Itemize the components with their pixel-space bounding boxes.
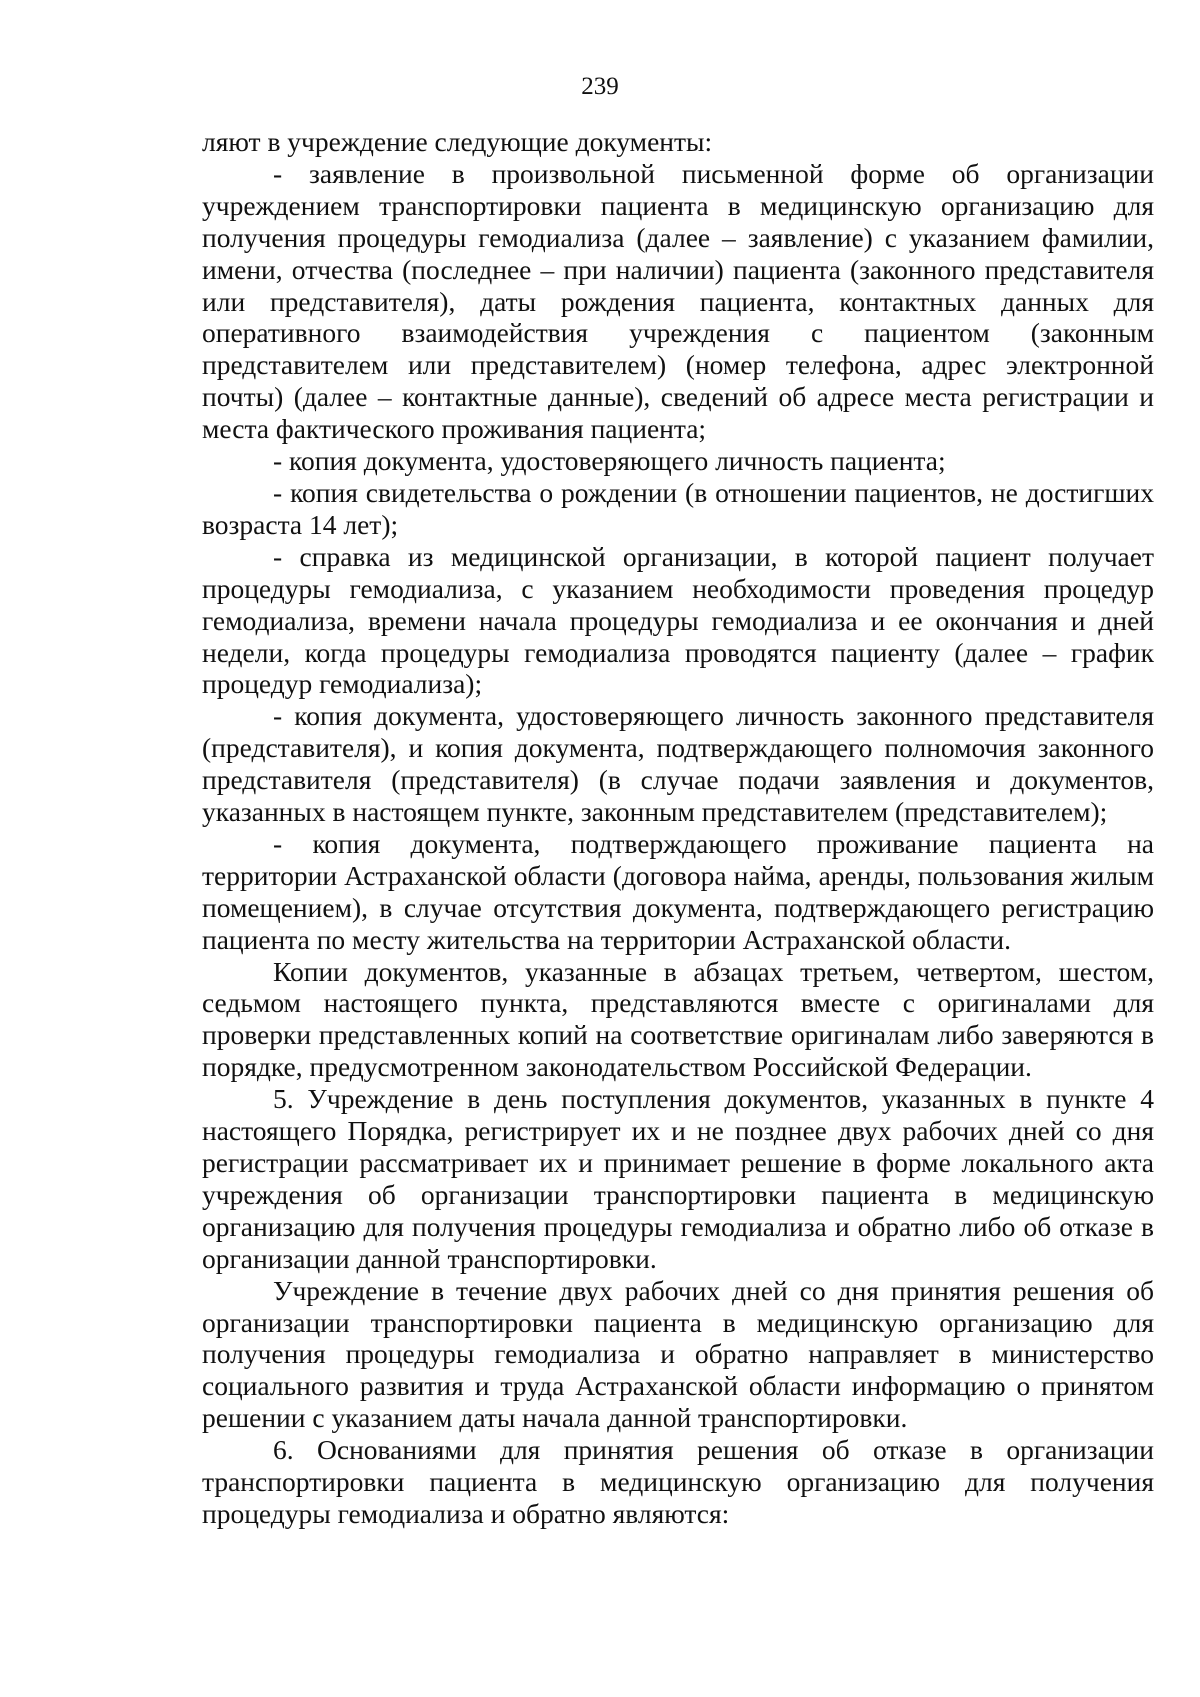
paragraph-continuation: ляют в учреждение следующие документы:: [202, 126, 713, 157]
paragraph-ministry-notification: Учреждение в течение двух рабочих дней со дня принятия решения об организации транспортировки пациента в медицинскую организацию для получения процедуры гемодиализа и обратно направляет в министерство социального развития и труда Астраханской области информацию о принятом решении с указанием даты начала данной транспортировки.: [202, 1274, 1154, 1434]
list-item-patient-id-copy: - копия документа, удостоверяющего личность пациента;: [273, 445, 946, 477]
list-item-residence-document: - копия документа, подтверждающего проживание пациента на территории Астраханской области (договора найма, аренды, пользования жилым помещением), в случае отсутствия документа, подтверждающего регистрацию пациента по месту жительства на территории Астраханской области.: [202, 827, 1154, 955]
list-item-birth-certificate-copy: - копия свидетельства о рождении (в отношении пациентов, не достигших возраста 14 лет);: [202, 476, 1154, 540]
paragraph-clause-5: 5. Учреждение в день поступления документов, указанных в пункте 4 настоящего Порядка, регистрирует их и не позднее двух рабочих дней со дня регистрации рассматривает их и принимает решение в форме локального акта учреждения об организации транспортировки пациента в медицинскую организацию для получения процедуры гемодиализа и обратно либо об отказе в организации данной транспортировки.: [202, 1083, 1154, 1274]
list-item-medical-certificate: - справка из медицинской организации, в которой пациент получает процедуры гемодиализа, с указанием необходимости проведения процедур гемодиализа, времени начала процедуры гемодиализа и ее окончания и дней недели, когда процедуры гемодиализа проводятся пациенту (далее – график процедур гемодиализа);: [202, 540, 1154, 700]
document-body: [202, 126, 1154, 1530]
list-item-application: - заявление в произвольной письменной форме об организации учреждением транспортировки пациента в медицинскую организацию для получения процедуры гемодиализа (далее – заявление) с указанием фамилии, имени, отчества (последнее – при наличии) пациента (законного представителя или представителя), даты рождения пациента, контактных данных для оперативного взаимодействия учреждения с пациентом (законным представителем или представителем) (номер телефона, адрес электронной почты) (далее – контактные данные), сведений об адресе места регистрации и места фактического проживания пациента;: [202, 157, 1154, 445]
page-number: 239: [581, 73, 619, 100]
paragraph-clause-6: 6. Основаниями для принятия решения об отказе в организации транспортировки пациента в медицинскую организацию для получения процедуры гемодиализа и обратно являются:: [202, 1434, 1154, 1529]
list-item-representative-documents: - копия документа, удостоверяющего личность законного представителя (представителя), и копия документа, подтверждающего полномочия законного представителя (представителя) (в случае подачи заявления и документов, указанных в настоящем пункте, законным представителем (представителем);: [202, 700, 1154, 828]
paragraph-copies-verification: Копии документов, указанные в абзацах третьем, четвертом, шестом, седьмом настоящего пункта, представляются вместе с оригиналами для проверки представленных копий на соответствие оригиналам либо заверяются в порядке, предусмотренном законодательством Российской Федерации.: [202, 955, 1154, 1083]
